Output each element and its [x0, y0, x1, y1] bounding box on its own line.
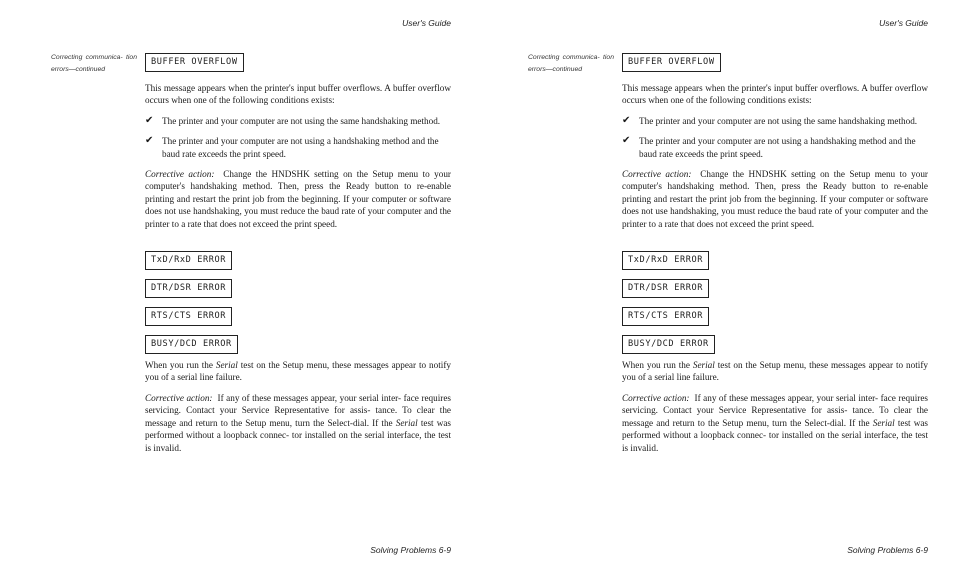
margin-note: Correcting communica- tion errors—continued [528, 54, 614, 73]
buffer-overflow-message: BUFFER OVERFLOW [622, 53, 721, 72]
desc-text: When you run the [145, 360, 216, 371]
checkmark-icon: ✔ [622, 135, 631, 147]
action-text: Change the HNDSHK setting on the Setup menu to your computer's handshaking method. Then, press the Ready button to re-enable printing and restart the print job from the beginning. If your computer or software does not use handshaking, you must reduce the baud rate of your computer and the printer to a rate that does not exceed the print speed. [145, 169, 451, 229]
desc-emphasis: Serial [215, 360, 238, 371]
desc-emphasis: Serial [692, 360, 715, 371]
margin-note: Correcting communica- tion errors—continued [51, 54, 137, 73]
desc-text: When you run the [622, 360, 693, 371]
page-content [145, 51, 451, 454]
serial-description [622, 359, 928, 384]
page-content [622, 51, 928, 454]
condition-text: The printer and your computer are not using the same handshaking method. [639, 115, 918, 126]
buffer-overflow-box-wrap [145, 51, 451, 72]
action-text: test was performed without a loopback connec- tor installed on the serial interface, the test is invalid. [145, 417, 451, 453]
action-label: Corrective action: [622, 392, 690, 403]
serial-corrective-action [622, 392, 928, 454]
buffer-intro: This message appears when the printer's input buffer overflows. A buffer overflow occurs when one of the following conditions exists: [145, 83, 451, 106]
serial-description [145, 359, 451, 384]
buffer-overflow-message: BUFFER OVERFLOW [145, 53, 244, 72]
action-label: Corrective action: [622, 169, 692, 180]
txd-rxd-error-message: TxD/RxD ERROR [622, 251, 709, 270]
checkmark-icon: ✔ [145, 135, 154, 147]
condition-item [622, 115, 928, 127]
action-text: If any of these messages appear, your serial inter- face requires servicing. Contact your Service Representative for assis- tance. To clear the message and return to the Setup menu, turn the Select-dial. If the [622, 392, 928, 428]
buffer-corrective-action [145, 168, 451, 230]
condition-item [622, 135, 928, 160]
desc-text: test on the Setup menu, these messages appear to notify you of a serial line failure. [622, 360, 928, 383]
buffer-overflow-box-wrap [622, 51, 928, 72]
serial-error-boxes [622, 249, 928, 361]
action-text: test was performed without a loopback connec- tor installed on the serial interface, the test is invalid. [622, 417, 928, 453]
running-footer: Solving Problems 6-9 [370, 545, 451, 555]
buffer-intro: This message appears when the printer's input buffer overflows. A buffer overflow occurs when one of the following conditions exists: [622, 83, 928, 106]
action-emphasis: Serial [395, 417, 418, 428]
action-label: Corrective action: [145, 392, 213, 403]
condition-text: The printer and your computer are not using the same handshaking method. [162, 115, 441, 126]
action-emphasis: Serial [872, 417, 895, 428]
dtr-dsr-error-message: DTR/DSR ERROR [622, 279, 709, 298]
buffer-corrective-action [622, 168, 928, 230]
running-footer: Solving Problems 6-9 [847, 545, 928, 555]
dtr-dsr-error-message: DTR/DSR ERROR [145, 279, 232, 298]
running-header: User's Guide [879, 18, 928, 28]
checkmark-icon: ✔ [145, 114, 154, 126]
rts-cts-error-message: RTS/CTS ERROR [622, 307, 709, 326]
rts-cts-error-message: RTS/CTS ERROR [145, 307, 232, 326]
right-page [477, 0, 954, 580]
condition-item [145, 135, 451, 160]
running-header: User's Guide [402, 18, 451, 28]
desc-text: test on the Setup menu, these messages appear to notify you of a serial line failure. [145, 360, 451, 383]
condition-text: The printer and your computer are not using a handshaking method and the baud rate exceeds the print speed. [162, 136, 439, 159]
busy-dcd-error-message: BUSY/DCD ERROR [145, 335, 238, 354]
condition-item [145, 115, 451, 127]
checkmark-icon: ✔ [622, 114, 631, 126]
busy-dcd-error-message: BUSY/DCD ERROR [622, 335, 715, 354]
serial-corrective-action [145, 392, 451, 454]
serial-error-boxes [145, 249, 451, 361]
txd-rxd-error-message: TxD/RxD ERROR [145, 251, 232, 270]
action-label: Corrective action: [145, 169, 215, 180]
action-text: If any of these messages appear, your serial inter- face requires servicing. Contact your Service Representative for assis- tance. To clear the message and return to the Setup menu, turn the Select-dial. If the [145, 392, 451, 428]
condition-text: The printer and your computer are not using a handshaking method and the baud rate exceeds the print speed. [639, 136, 916, 159]
action-text: Change the HNDSHK setting on the Setup menu to your computer's handshaking method. Then, press the Ready button to re-enable printing and restart the print job from the beginning. If your computer or software does not use handshaking, you must reduce the baud rate of your computer and the printer to a rate that does not exceed the print speed. [622, 169, 928, 229]
